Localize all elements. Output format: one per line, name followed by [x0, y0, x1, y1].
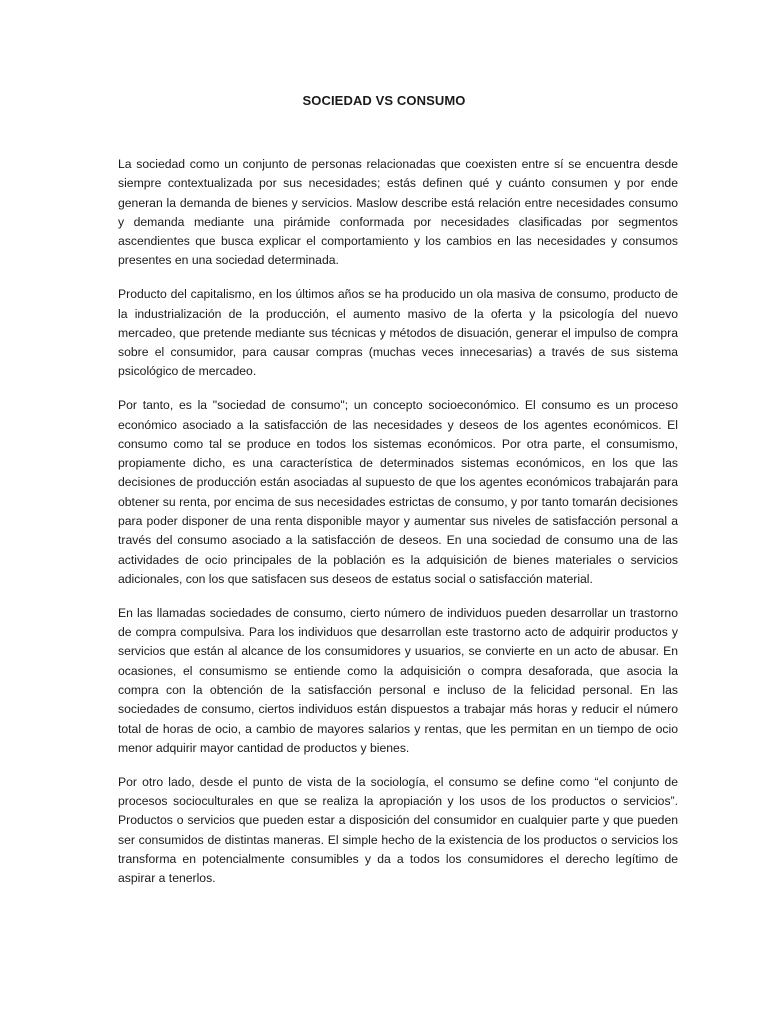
- paragraph-2: Producto del capitalismo, en los últimos años se ha producido un ola masiva de consumo, producto de la industrialización de la producción, el aumento masivo de la oferta y la psicología del nuevo mercadeo, que pretende mediante sus técnicas y métodos de disuación, generar el impulso de compra sobre el consumidor, para causar compras (muchas veces innecesarias) a través de sus sistema psicológico de mercadeo.: [118, 287, 678, 379]
- paragraph-1: La sociedad como un conjunto de personas relacionadas que coexisten entre sí se encuentra desde siempre contextualizada por sus necesidades; estás definen qué y cuánto consumen y por ende generan la demanda de bienes y servicios. Maslow describe está relación entre necesidades consumo y demanda mediante una pirámide conformada por necesidades clasificadas por segmentos ascendientes que busca explicar el comportamiento y los cambios en las necesidades y consumos presentes en una sociedad determinada.: [118, 157, 678, 268]
- document-title: SOCIEDAD VS CONSUMO: [302, 93, 466, 108]
- paragraph-4: En las llamadas sociedades de consumo, cierto número de individuos pueden desarrollar un trastorno de compra compulsiva. Para los individuos que desarrollan este trastorno acto de adquirir productos y servicios que están al alcance de los consumidores y usuarios, se convierte en un acto de abusar. En ocasiones, el consumismo se entiende como la adquisición o compra desaforada, que asocia la compra con la obtención de la satisfacción personal e incluso de la felicidad personal. En las sociedades de consumo, ciertos individuos están dispuestos a trabajar más horas y reducir el número total de horas de ocio, a cambio de mayores salarios y rentas, que les permitan en un tiempo de ocio menor adquirir mayor cantidad de productos y bienes.: [118, 605, 678, 755]
- paragraph-5: Por otro lado, desde el punto de vista de la sociología, el consumo se define como “el conjunto de procesos socioculturales en que se realiza la apropiación y los usos de los productos o servicios”. Productos o servicios que pueden estar a disposición del consumidor en cualquier parte y que pueden ser consumidos de distintas maneras. El simple hecho de la existencia de los productos o servicios los transforma en potencialmente consumibles y da a todos los consumidores el derecho legítimo de aspirar a tenerlos.: [118, 774, 678, 886]
- paragraph-3: Por tanto, es la "sociedad de consumo"; un concepto socioeconómico. El consumo es un proceso económico asociado a la satisfacción de las necesidades y deseos de los agentes económicos. El consumo como tal se produce en todos los sistemas económicos. Por otra parte, el consumismo, propiamente dicho, es una característica de determinados sistemas económicos, en los que las decisiones de producción están asociadas al supuesto de que los agentes económicos trabajarán para obtener su renta, por encima de sus necesidades estrictas de consumo, y por tanto tomarán decisiones para poder disponer de una renta disponible mayor y aumentar sus niveles de satisfacción personal a través del consumo asociado a la satisfacción de deseos. En una sociedad de consumo una de las actividades de ocio principales de la población es la adquisición de bienes materiales o servicios adicionales, con los que satisfacen sus deseos de estatus social o satisfacción material.: [118, 398, 678, 586]
- document-body: [118, 155, 678, 903]
